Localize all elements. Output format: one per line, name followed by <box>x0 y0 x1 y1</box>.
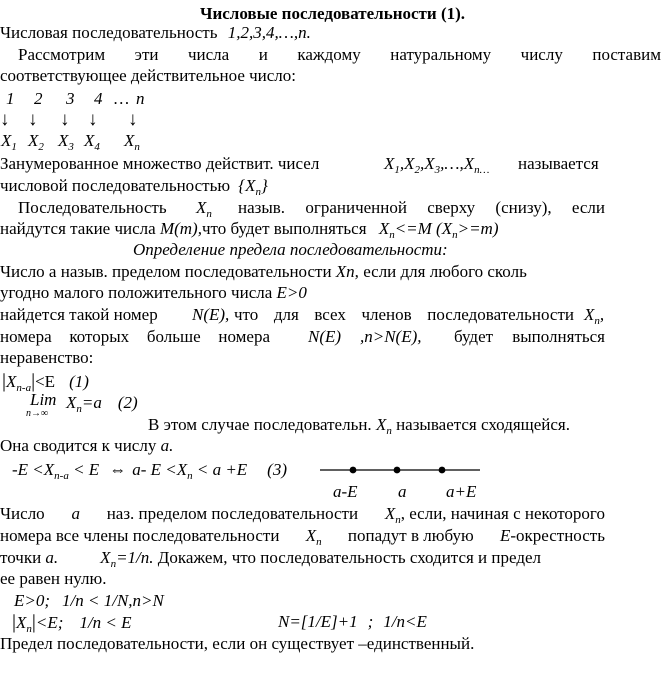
definition-heading: Определение предела последовательности: <box>133 240 448 259</box>
axis-label-a-minus-e: a-E <box>333 482 358 501</box>
paragraph-1-line-2 <box>0 66 296 86</box>
x-4: $X_4$ <box>84 131 100 153</box>
x-2: $X_2$ <box>28 131 44 153</box>
paragraph-5-rest: что для всех членов последовательности <box>234 305 574 324</box>
paragraph-5-ne: N(E), <box>192 305 230 324</box>
text: соответствующее действительное число: <box>0 66 297 85</box>
down-arrow-icon: ↓ <box>0 109 10 130</box>
num-3: 3 <box>66 89 75 108</box>
paragraph-1-line-1 <box>0 45 661 65</box>
point-a-plus-e <box>439 467 446 474</box>
paragraph-8: Она сводится к числу a. <box>0 436 174 455</box>
paragraph-10: номера все члены последовательности $X_n$ попадут в любую E-окрестность <box>0 526 605 548</box>
paragraph-6-cond: ,n>N(E), <box>360 327 422 346</box>
point-a <box>394 467 401 474</box>
equation-2: $X_n=a$ (2) <box>66 393 138 415</box>
paragraph-9: Число a наз. пределом последовательности $X_n$, если, начиная с некоторого <box>0 504 605 526</box>
x-3: $X_3$ <box>58 131 74 153</box>
axis-label-a: a <box>398 482 407 501</box>
down-arrow-icon: ↓ <box>60 109 70 130</box>
point-a-minus-e <box>350 467 357 474</box>
paragraph-3-line-2: найдутся такие числа M(m),что будет выполняться $X_n<=M$ $(X_n>=m)$ <box>0 219 499 241</box>
page-title: Числовые последовательности (1). <box>199 4 466 23</box>
down-arrow-icon: ↓ <box>28 109 38 130</box>
paragraph-5-line-1: найдется такой номер <box>0 305 158 324</box>
limit-subscript: n→∞ <box>26 408 49 419</box>
num-1: 1 <box>6 89 15 108</box>
proof-line-2-right: N=[1/E]+1 ; 1/n<E <box>278 612 427 631</box>
equivalence-icon: ⇔ <box>109 460 127 479</box>
paragraph-6-rest: будет выполняться <box>454 327 605 346</box>
paragraph-12: ее равен нулю. <box>0 569 107 588</box>
paragraph-3-rest: назыв. ограниченной сверху (снизу), если <box>238 198 605 217</box>
paragraph-3-xn: $X_n$ <box>196 198 212 220</box>
down-arrow-icon: ↓ <box>128 109 138 130</box>
num-ellipsis: … <box>114 89 130 108</box>
equation-3: $-E <X_{n-a} < E$ ⇔ a- $E <X_n < a +E$ (3) <box>12 460 287 482</box>
down-arrow-icon: ↓ <box>88 109 98 130</box>
paragraph-3-line-1: Последовательность <box>18 198 167 217</box>
num-n: n <box>136 89 145 108</box>
x-n: $X_n$ <box>124 131 140 153</box>
paragraph-5-xn: $X_n$, <box>584 305 605 327</box>
paragraph-2-called: называется <box>518 154 599 173</box>
paragraph-6-line-2: неравенство: <box>0 348 94 367</box>
equation-1: $|X_{n-a}|<E$ (1) <box>2 370 89 394</box>
paragraph-7: В этом случае последовательн. $X_n$ называется сходящейся. <box>148 415 571 437</box>
paragraph-11: точки a. $X_n=1/n$. Докажем, что последовательность сходится и предел <box>0 548 542 570</box>
paragraph-6-ne: N(E) <box>308 327 342 346</box>
paragraph-final: Предел последовательности, если он существует –единственный. <box>0 634 475 653</box>
paragraph-4-line-1: Число а назыв. пределом последовательности Xn, если для любого сколь <box>0 262 527 281</box>
proof-line-2: $|X_n|<E$; 1/n < E <box>12 611 132 635</box>
text: Числовая последовательность <box>0 23 222 42</box>
paragraph-2-sequence: $X_1,X_2,X_3,\dots,X_{n\dots}$ <box>384 154 490 176</box>
sequence-values: 1,2,3,4,…,n. <box>227 23 311 42</box>
x-1: $X_1$ <box>1 131 17 153</box>
paragraph-2-line-1: Занумерованное множество действит. чисел <box>0 154 320 173</box>
line-sequence <box>0 23 311 43</box>
num-4: 4 <box>94 89 103 108</box>
paragraph-4-line-2: угодно малого положительного числа E>0 <box>0 283 307 302</box>
num-2: 2 <box>34 89 43 108</box>
text: Рассмотрим эти числа и каждому натуральному числу поставим <box>18 45 661 64</box>
axis-label-a-plus-e: a+E <box>446 482 477 501</box>
proof-line-1: E>0; 1/n < 1/N,n>N <box>14 591 164 610</box>
paragraph-6-line-1: номера которых больше номера <box>0 327 270 346</box>
paragraph-2-line-2: числовой последовательностью $\{X_n\}$ <box>0 176 268 198</box>
limit-label: Lim <box>30 390 57 409</box>
